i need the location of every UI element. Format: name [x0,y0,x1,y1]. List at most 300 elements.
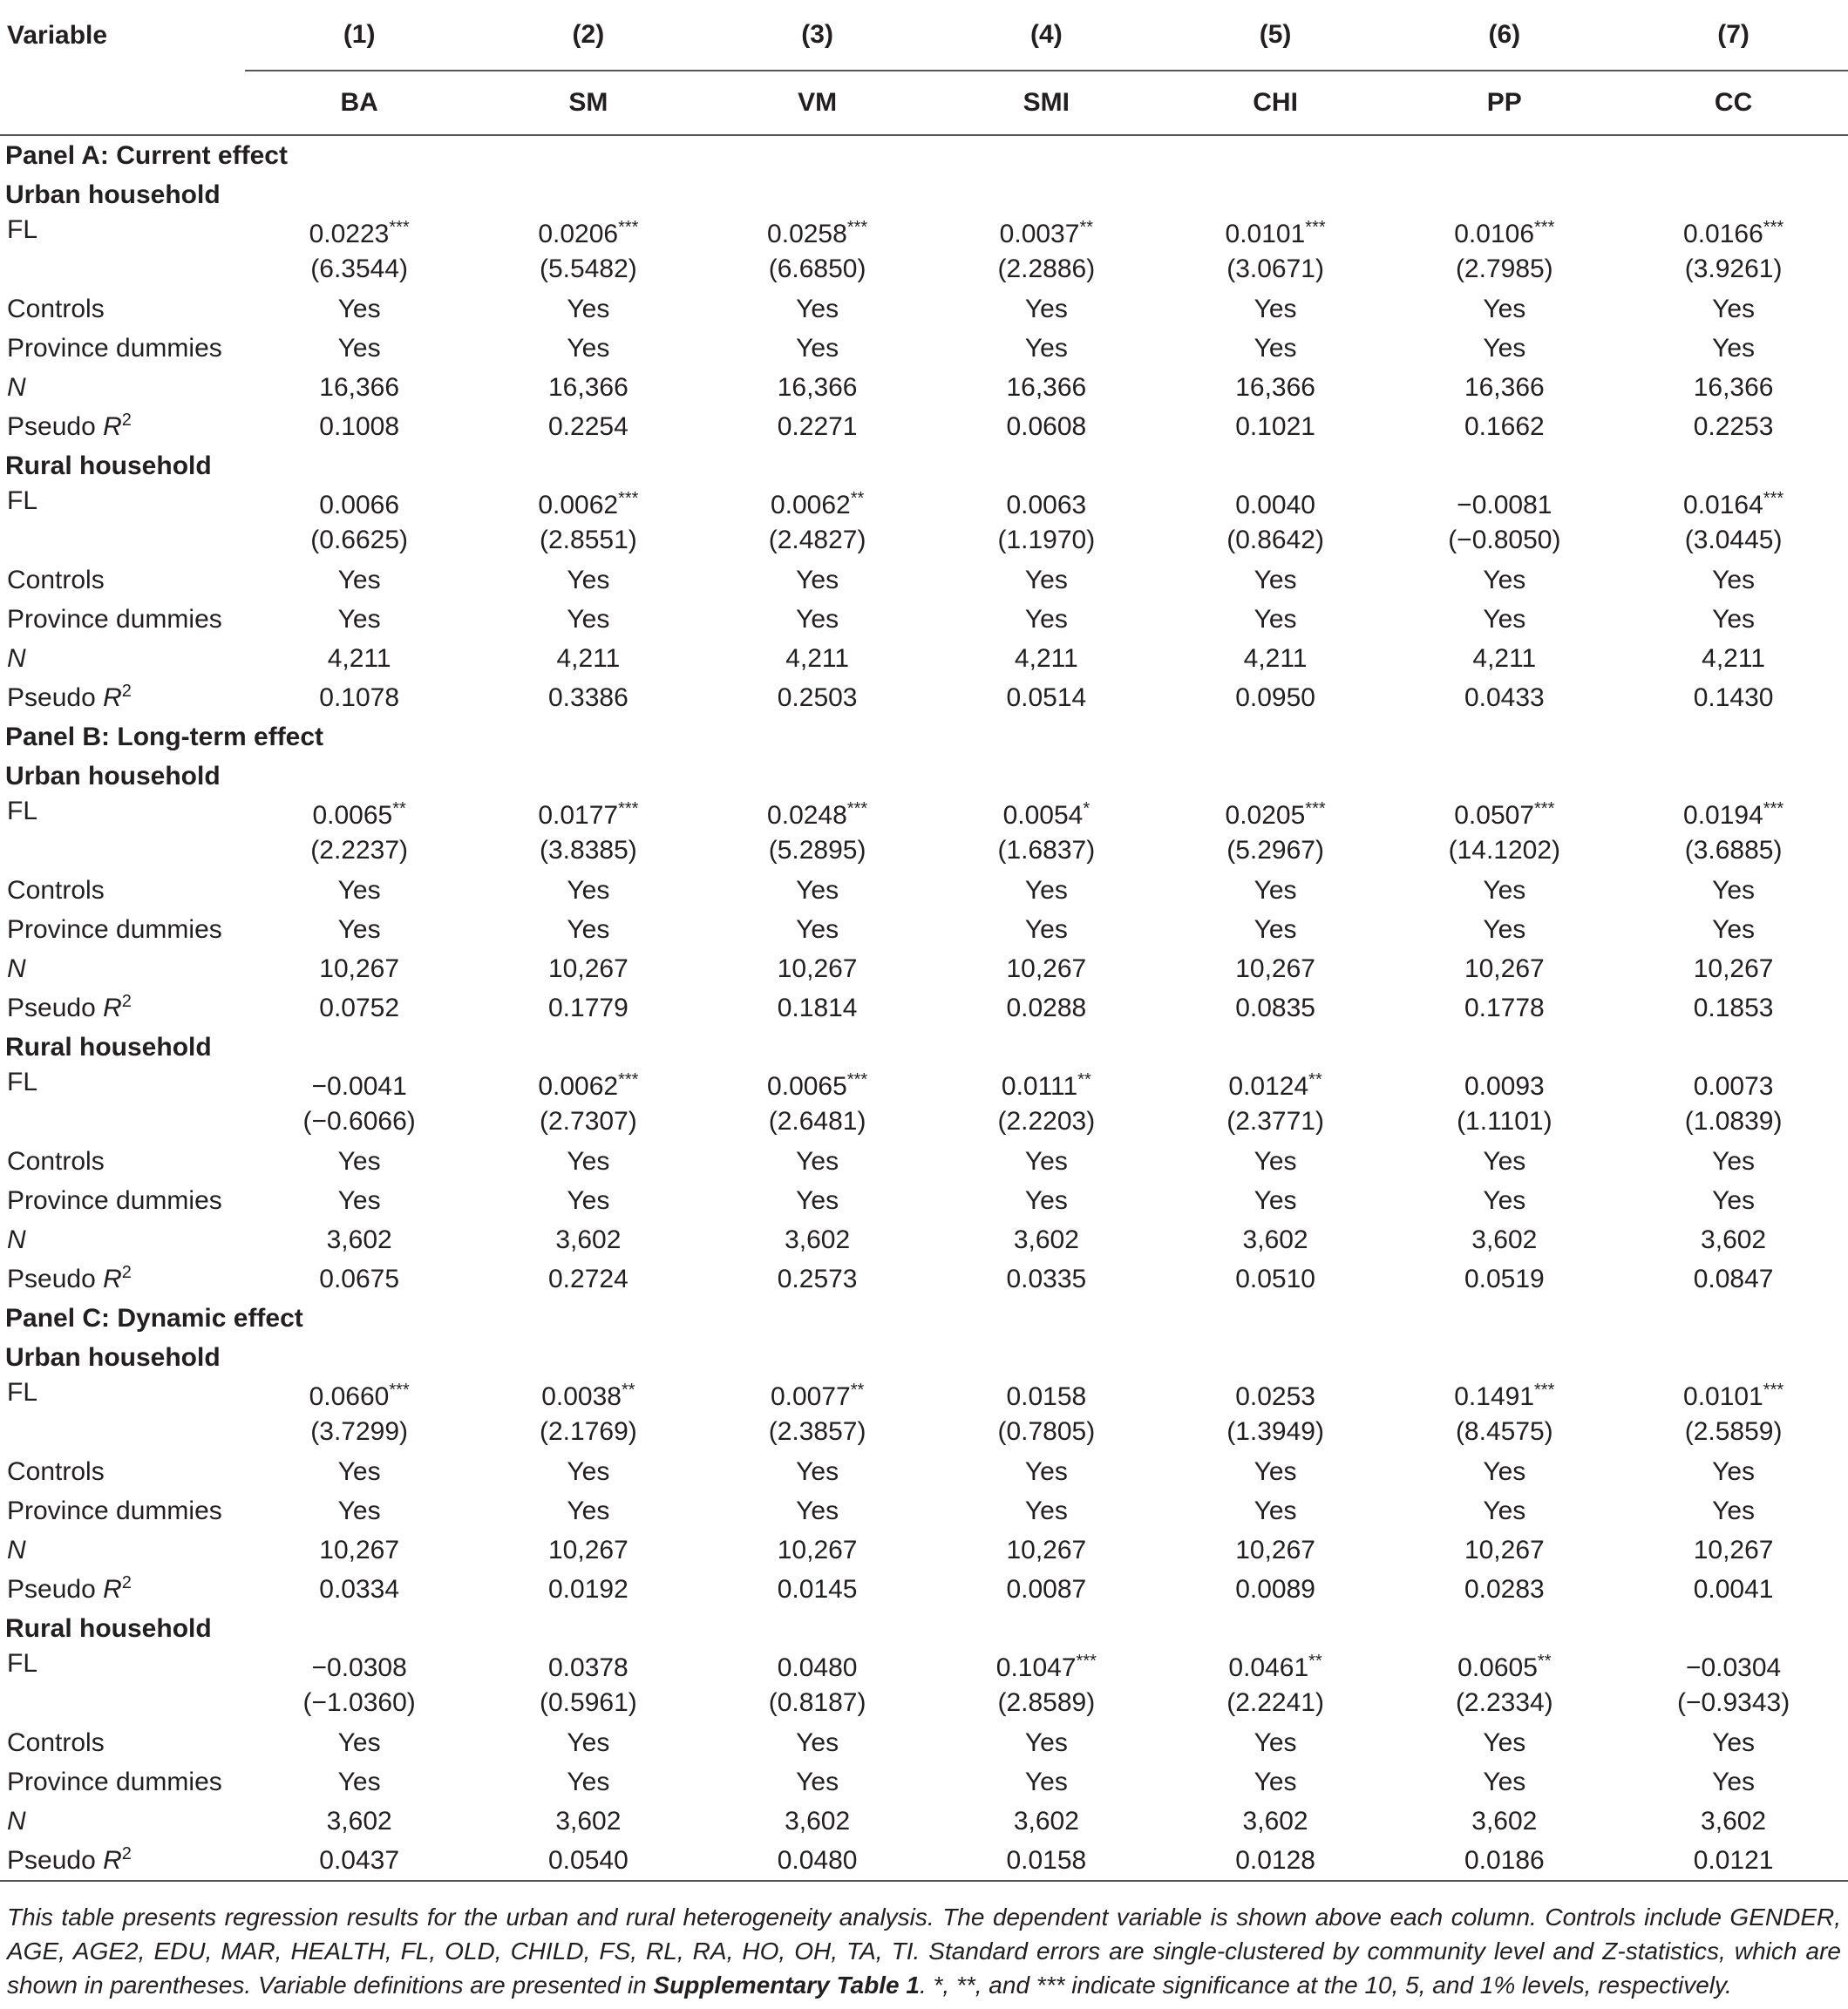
fl-coefficient: 0.0037 [999,220,1080,248]
fl-z-statistic: (2.5859) [1684,1417,1783,1446]
fl-coefficient-line [310,488,408,523]
significance-stars: *** [1763,489,1784,508]
fl-cell [474,1377,703,1452]
pseudo-r2-cell: 0.0283 [1464,1574,1545,1604]
significance-stars: ** [850,1381,865,1400]
fl-coefficient-line [1683,217,1783,252]
significance-stars: *** [1763,799,1784,818]
fl-coefficient-line [1454,217,1554,252]
fl-z-statistic: (−0.8050) [1448,526,1561,554]
fl-z-statistic: (−1.0360) [302,1688,416,1717]
fl-z-statistic: (0.7805) [997,1417,1096,1446]
fl-cell [1619,796,1848,871]
n-cell: 4,211 [556,643,621,673]
controls-cell: Yes [796,565,839,594]
pseudo-r2-cell: 0.3386 [548,682,628,712]
fl-z-statistic: (5.2895) [768,836,866,865]
fl-coefficient-line [1226,1651,1324,1686]
province-dummies-row [0,600,1848,639]
pseudo-r2-cell: 0.2503 [777,682,858,712]
n-cell: 10,267 [1693,1535,1774,1564]
fl-coefficient-line [303,1651,416,1686]
significance-stars: ** [1308,1070,1322,1089]
pseudo-r2-label [0,678,245,717]
fl-coefficient: 0.0158 [1006,1382,1087,1411]
pseudo-r2-cell: 0.1430 [1693,682,1774,712]
controls-cell: Yes [1254,1456,1297,1486]
significance-stars: *** [1534,799,1555,818]
pseudo-r2-cell: 0.0041 [1693,1574,1774,1604]
fl-cell [932,1377,1161,1452]
column-number-3: (3) [703,0,932,71]
province-dummies-cell: Yes [567,333,610,363]
n-cell: 10,267 [1464,954,1545,983]
pseudo-r2-cell: 0.0288 [1006,993,1087,1022]
fl-stack [1685,1069,1783,1139]
fl-stack [310,488,408,558]
significance-stars: *** [1534,218,1555,237]
controls-cell: Yes [1712,875,1756,905]
pseudo-r2-cell: 0.2271 [777,411,858,441]
fl-coefficient: 0.0038 [541,1382,622,1411]
pseudo-r2-label [0,407,245,446]
fl-z-statistic: (2.2334) [1455,1688,1553,1717]
significance-stars: ** [621,1381,635,1400]
fl-label [0,1067,245,1142]
fl-z-statistic: (3.9261) [1684,255,1783,283]
fl-label [0,796,245,871]
province-dummies-cell: Yes [1024,1767,1068,1796]
fl-z-statistic: (6.6850) [768,255,866,283]
fl-coefficient-line [540,1380,637,1415]
fl-coefficient-line [1226,1380,1324,1415]
n-label-text: N [7,954,26,983]
n-cell: 4,211 [327,643,391,673]
controls-cell: Yes [1483,875,1526,905]
province-dummies-row [0,1181,1848,1220]
province-dummies-cell: Yes [1712,604,1756,634]
fl-coefficient: 0.0101 [1225,220,1306,248]
fl-coefficient: 0.0378 [547,1653,628,1682]
province-dummies-label-text: Province dummies [7,914,222,944]
significance-stars: *** [1305,218,1326,237]
controls-row [0,1452,1848,1491]
controls-cell: Yes [1024,1456,1068,1486]
pseudo-r2-cell: 0.0675 [319,1264,400,1293]
fl-z-statistic: (5.5482) [540,255,637,283]
significance-stars: *** [618,218,639,237]
controls-cell: Yes [796,875,839,905]
fl-stack [1683,798,1783,868]
fl-coefficient-line [767,217,867,252]
pseudo-r2-cell: 0.2724 [548,1264,628,1293]
n-cell: 3,602 [1013,1225,1079,1254]
fl-z-statistic: (1.6837) [997,836,1096,865]
pseudo-r2-cell: 0.0480 [703,1841,932,1881]
fl-z-statistic: (2.1769) [540,1417,637,1446]
n-cell: 10,267 [548,1535,628,1564]
province-dummies-cell: Yes [796,1185,839,1215]
fl-coefficient-line [538,217,638,252]
province-dummies-cell: Yes [796,1767,839,1796]
fl-stack [1226,1651,1324,1721]
n-cell: 3,602 [1701,1806,1767,1836]
province-dummies-cell: Yes [1712,333,1756,363]
fl-coefficient-line [1683,488,1783,523]
table-body [0,135,1848,1881]
fl-z-statistic: (1.0839) [1684,1107,1783,1136]
fl-stack [1456,1651,1553,1721]
fl-cell [1161,796,1390,871]
controls-cell: Yes [567,1146,610,1176]
province-dummies-label-text: Province dummies [7,1496,222,1525]
controls-label [0,289,245,329]
controls-cell: Yes [796,1456,839,1486]
fl-label-text: FL [7,1378,38,1407]
footnote-text: This table presents regression results for the urban and rural heterogeneity analysis. The dependent variable is shown above each column. Controls include GENDER, AGE, AGE2, EDU, MAR, HEALTH, FL, OLD, CHILD, FS, RL, RA, HO, OH, TA, TI. Standard errors are single-clustered by community level and Z-statistics, which are shown in parentheses. Variable definitions are presented in [7,1904,1841,1999]
fl-coefficient-line [769,1380,866,1415]
pseudo-sup: 2 [121,991,132,1011]
pseudo-r2-cell: 0.1008 [319,411,400,441]
province-dummies-label [0,600,245,639]
fl-coefficient: 0.0124 [1228,1072,1309,1101]
fl-z-statistic: (0.5961) [540,1688,637,1717]
province-dummies-row [0,910,1848,949]
pseudo-r2-cell: 0.0192 [548,1574,628,1604]
fl-z-statistic: (6.3544) [310,255,409,283]
column-number-4: (4) [932,0,1161,71]
significance-stars: *** [846,218,868,237]
pseudo-r2-row [0,1841,1848,1881]
controls-label-text: Controls [7,875,105,905]
fl-cell [1619,1648,1848,1723]
fl-z-statistic: (2.2203) [997,1107,1096,1136]
controls-cell: Yes [337,565,381,594]
fl-stack [1677,1651,1790,1721]
fl-stack [1226,488,1324,558]
n-cell: 10,267 [319,1535,400,1564]
fl-label [0,485,245,560]
province-dummies-cell: Yes [567,604,610,634]
controls-cell: Yes [1024,294,1068,323]
fl-cell [932,485,1161,560]
pseudo-r2-cell: 0.0540 [474,1841,703,1881]
n-label-text: N [7,372,26,402]
dependent-variable-6: PP [1389,71,1619,135]
fl-coefficient-line [1683,798,1783,833]
fl-stack [767,798,867,868]
pseudo-r2-label [0,988,245,1028]
pseudo-r: R [103,1264,122,1293]
fl-row [0,796,1848,871]
fl-cell [245,214,474,289]
fl-z-statistic: (1.1101) [1457,1107,1552,1136]
controls-cell: Yes [1712,1146,1756,1176]
fl-label [0,214,245,289]
fl-z-statistic: (3.0671) [1226,255,1324,283]
n-row [0,639,1848,678]
fl-cell [1389,1648,1619,1723]
panel-title-row [0,1299,1848,1338]
controls-row [0,871,1848,910]
fl-cell [474,485,703,560]
dependent-variable-5: CHI [1161,71,1390,135]
province-dummies-cell: Yes [567,1767,610,1796]
pseudo-r2-cell: 0.0087 [1006,1574,1087,1604]
fl-coefficient-line [540,1651,637,1686]
fl-stack [540,1651,637,1721]
controls-cell: Yes [1254,565,1297,594]
fl-z-statistic: (2.8589) [997,1688,1096,1717]
n-cell: 3,602 [1242,1225,1308,1254]
controls-label [0,560,245,600]
fl-coefficient: 0.0040 [1235,491,1315,519]
header-row-dependent-variables [0,71,1848,135]
province-dummies-label-text: Province dummies [7,333,222,363]
significance-stars: ** [1077,1070,1091,1089]
fl-coefficient: 0.1047 [995,1653,1077,1682]
fl-z-statistic: (0.6625) [310,526,409,554]
fl-z-statistic: (5.2967) [1226,836,1324,865]
fl-row [0,214,1848,289]
n-cell: 4,211 [1014,643,1078,673]
fl-stack [303,1069,416,1139]
n-label [0,1220,245,1259]
n-label [0,949,245,988]
province-dummies-cell: Yes [567,914,610,944]
fl-cell [1619,1377,1848,1452]
variable-header: Variable [7,20,108,50]
controls-cell: Yes [1254,1146,1297,1176]
controls-row [0,560,1848,600]
controls-row [0,1142,1848,1181]
column-number-1: (1) [245,0,474,71]
fl-coefficient: 0.0166 [1683,220,1763,248]
fl-coefficient: 0.0461 [1228,1653,1309,1682]
fl-stack [309,217,410,287]
fl-label-text: FL [7,215,38,244]
pseudo-r2-cell: 0.0186 [1389,1841,1619,1881]
n-cell: 3,602 [1701,1225,1767,1254]
fl-coefficient: 0.0065 [767,1072,847,1101]
fl-coefficient: 0.0177 [538,801,619,830]
pseudo-r2-cell: 0.2254 [548,411,628,441]
n-label-text: N [7,643,26,673]
n-cell: 3,602 [785,1806,851,1836]
pseudo-r2-cell: 0.1078 [319,682,400,712]
controls-row [0,289,1848,329]
controls-cell: Yes [337,1146,381,1176]
n-cell: 10,267 [1464,1535,1545,1564]
province-dummies-row [0,1491,1848,1531]
fl-coefficient-line [997,798,1095,833]
fl-coefficient-line [309,1380,410,1415]
fl-z-statistic: (2.8551) [540,526,637,554]
province-dummies-label-text: Province dummies [7,1185,222,1215]
n-cell: 3,602 [1242,1806,1308,1836]
fl-z-statistic: (8.4575) [1455,1417,1553,1446]
pseudo-r2-cell: 0.0847 [1693,1264,1774,1293]
fl-cell [245,1067,474,1142]
fl-coefficient-line [538,488,638,523]
panel-title: Panel C: Dynamic effect [5,1303,303,1333]
supplementary-table-link[interactable]: Supplementary Table 1 [653,1972,920,1999]
fl-coefficient: 0.0253 [1235,1382,1315,1411]
controls-cell: Yes [1254,1727,1297,1757]
fl-coefficient-line [1226,1069,1324,1104]
significance-stars: *** [389,1381,410,1400]
pseudo-r2-cell: 0.0089 [1235,1574,1315,1604]
controls-label [0,871,245,910]
fl-coefficient-line [1677,1651,1790,1686]
controls-label-text: Controls [7,1727,105,1757]
fl-cell [932,1648,1161,1723]
n-cell: 10,267 [319,954,400,983]
fl-z-statistic: (2.2886) [997,255,1096,283]
controls-cell: Yes [1483,1146,1526,1176]
controls-cell: Yes [796,1727,839,1757]
province-dummies-cell: Yes [1712,1185,1756,1215]
pseudo-r2-cell: 0.0145 [777,1574,858,1604]
fl-stack [309,1380,410,1449]
province-dummies-row [0,329,1848,368]
province-dummies-cell: Yes [337,1767,381,1796]
fl-stack [767,1069,867,1139]
controls-cell: Yes [1024,875,1068,905]
fl-stack [1226,1380,1324,1449]
n-cell: 4,211 [785,643,850,673]
n-cell: 10,267 [777,1535,858,1564]
fl-coefficient: 0.0164 [1683,491,1763,519]
province-dummies-cell: Yes [337,914,381,944]
significance-stars: *** [1076,1652,1097,1671]
group-title-row [0,1028,1848,1067]
column-number-7: (7) [1619,0,1848,71]
n-label-text: N [7,1806,26,1836]
fl-coefficient: 0.0065 [312,801,393,830]
controls-cell: Yes [567,565,610,594]
column-number-5: (5) [1161,0,1390,71]
province-dummies-cell: Yes [1254,1185,1297,1215]
fl-coefficient: 0.0194 [1683,801,1763,830]
province-dummies-cell: Yes [1483,333,1526,363]
header-row-column-numbers [0,0,1848,71]
controls-cell: Yes [1712,565,1756,594]
fl-z-statistic: (3.6885) [1684,836,1783,865]
province-dummies-cell: Yes [1712,1767,1756,1796]
fl-cell [245,1648,474,1723]
fl-coefficient: 0.0480 [777,1653,858,1682]
fl-row [0,1067,1848,1142]
fl-coefficient: 0.0101 [1683,1382,1763,1411]
fl-coefficient: −0.0041 [311,1072,407,1101]
fl-cell [474,214,703,289]
panel-title-row [0,135,1848,175]
panel-title: Panel A: Current effect [5,140,288,170]
pseudo-r: R [103,1574,122,1604]
controls-label-text: Controls [7,565,105,594]
pseudo-prefix: Pseudo [7,993,104,1022]
fl-coefficient-line [1226,488,1324,523]
n-label [0,639,245,678]
province-dummies-cell: Yes [796,333,839,363]
fl-cell [703,1648,932,1723]
controls-cell: Yes [337,294,381,323]
fl-cell [1389,1377,1619,1452]
pseudo-r2-row [0,1259,1848,1299]
n-cell: 16,366 [777,372,858,402]
fl-coefficient: 0.0054 [1002,801,1084,830]
significance-stars: *** [846,1070,868,1089]
dependent-variable-7: CC [1619,71,1848,135]
group-title: Urban household [5,761,221,791]
fl-stack [767,217,867,287]
pseudo-r2-label [0,1570,245,1609]
fl-cell [245,796,474,871]
fl-coefficient-line [996,1651,1097,1686]
n-row [0,949,1848,988]
controls-cell: Yes [796,1146,839,1176]
pseudo-r2-cell: 0.0519 [1464,1264,1545,1293]
pseudo-r2-cell: 0.1662 [1464,411,1545,441]
fl-stack [538,798,638,868]
n-cell: 10,267 [1006,954,1087,983]
province-dummies-cell: Yes [1712,914,1756,944]
pseudo-r2-cell: 0.0608 [1006,411,1087,441]
fl-coefficient: −0.0081 [1457,491,1552,519]
pseudo-r2-cell: 0.1778 [1464,993,1545,1022]
fl-z-statistic: (1.3949) [1226,1417,1324,1446]
pseudo-sup: 2 [121,1262,132,1282]
controls-cell: Yes [1254,875,1297,905]
n-cell: 16,366 [1464,372,1545,402]
n-row [0,1531,1848,1570]
n-cell: 16,366 [548,372,628,402]
fl-z-statistic: (2.2237) [310,836,409,865]
dependent-variable-4: SMI [932,71,1161,135]
fl-coefficient: 0.1491 [1454,1382,1535,1411]
fl-stack [1683,488,1783,558]
pseudo-r: R [103,411,122,441]
controls-cell: Yes [1024,1727,1068,1757]
fl-coefficient-line [769,488,866,523]
fl-cell [1389,1067,1619,1142]
fl-stack [769,1651,866,1721]
province-dummies-cell: Yes [337,1496,381,1525]
fl-coefficient: 0.0258 [767,220,847,248]
province-dummies-label [0,910,245,949]
controls-cell: Yes [337,1456,381,1486]
pseudo-r2-cell: 0.0514 [1006,682,1087,712]
province-dummies-label [0,329,245,368]
province-dummies-cell: Yes [1254,604,1297,634]
fl-z-statistic: (3.8385) [540,836,637,865]
n-label [0,368,245,407]
fl-coefficient: 0.0223 [309,220,390,248]
n-cell: 3,602 [1471,1806,1538,1836]
pseudo-r2-cell: 0.0510 [1235,1264,1315,1293]
province-dummies-cell: Yes [1483,1185,1526,1215]
province-dummies-cell: Yes [337,1185,381,1215]
pseudo-r2-cell: 0.0335 [1006,1264,1087,1293]
significance-stars: ** [850,489,865,508]
fl-cell [1161,1648,1390,1723]
fl-row [0,1648,1848,1723]
fl-cell [703,214,932,289]
fl-coefficient-line [1448,488,1560,523]
fl-z-statistic: (2.3857) [768,1417,866,1446]
fl-stack [769,488,866,558]
